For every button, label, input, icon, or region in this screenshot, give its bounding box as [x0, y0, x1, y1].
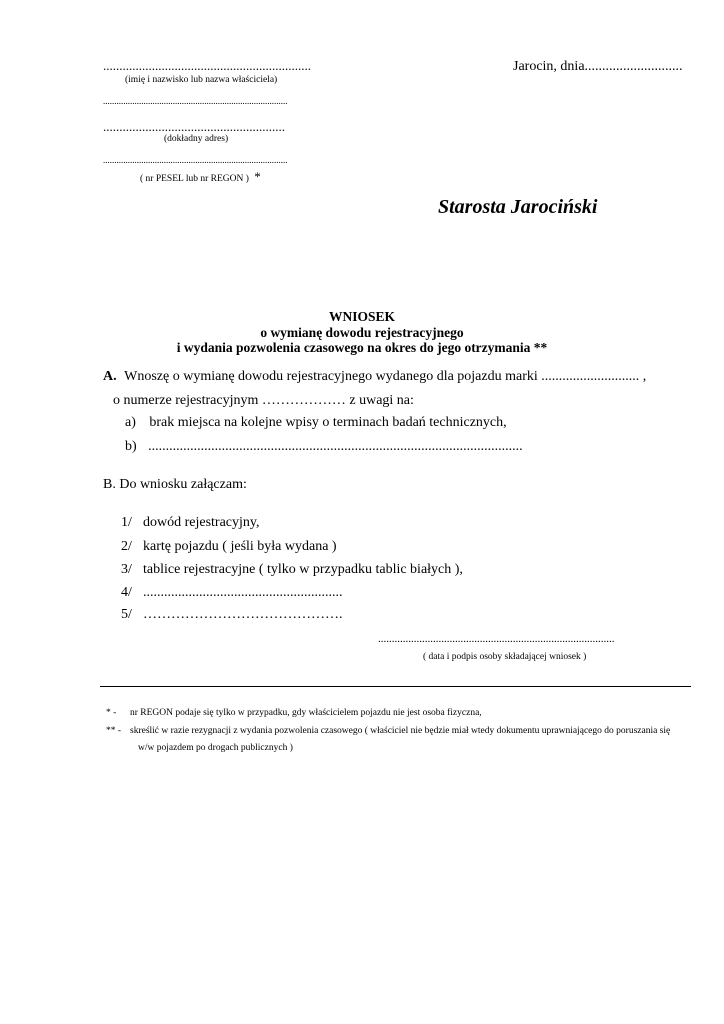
section-a-line-1-text: Wnoszę o wymianę dowodu rejestracyjnego wydanego dla pojazdu marki ............................ , [124, 369, 647, 384]
owner-name-dots: ................................................................ [103, 58, 311, 73]
pesel-dots: .................................................................................. [103, 155, 288, 165]
footnote-1 [106, 708, 482, 718]
address-dots: ........................................................ [103, 119, 285, 134]
attachment-text-5: ……………………………………. [143, 607, 343, 622]
footnote-2-mark: ** - [106, 726, 122, 736]
address-label: (dokładny adres) [164, 134, 229, 144]
item-a-label: a) [125, 415, 136, 430]
footnote-2-text: skreślić w razie rezygnacji z wydania pozwolenia czasowego ( właściciel nie będzie miał wtedy dokumentu uprawniającego do poruszania się [130, 726, 671, 736]
attachment-item-4 [121, 585, 343, 601]
pesel-label [140, 169, 261, 185]
attachment-num-2: 2/ [121, 539, 132, 554]
footnote-2-continuation: w/w pojazdem po drogach publicznych ) [138, 743, 293, 753]
footnote-2 [106, 726, 670, 736]
title-line-1: WNIOSEK [328, 309, 396, 324]
attachment-item-1 [121, 515, 260, 531]
item-b-text: ........................................................................................................... [148, 439, 523, 454]
attachment-text-1: dowód rejestracyjny, [143, 515, 260, 530]
attachment-item-3 [121, 562, 463, 578]
attachment-num-3: 3/ [121, 562, 132, 577]
attachment-text-2: kartę pojazdu ( jeśli była wydana ) [143, 539, 337, 554]
addressee: Starosta Jarociński [438, 196, 598, 218]
pesel-footnote-star: * [254, 169, 261, 184]
attachment-text-4: ......................................................... [143, 585, 343, 600]
attachment-num-4: 4/ [121, 585, 132, 600]
attachment-item-5 [121, 607, 343, 623]
attachment-text-3: tablice rejestracyjne ( tylko w przypadku tablic białych ), [143, 562, 463, 577]
item-b-label: b) [125, 439, 137, 454]
section-a-item-a [125, 415, 507, 431]
section-a-line-1 [103, 369, 646, 385]
signature-label: ( data i podpis osoby składającej wniosek ) [423, 652, 587, 662]
section-a-letter: A. [103, 369, 117, 384]
section-a-line-2: o numerze rejestracyjnym ……………… z uwagi na: [113, 393, 414, 408]
title-line-2: o wymianę dowodu rejestracyjnego [260, 325, 464, 340]
attachment-num-5: 5/ [121, 607, 132, 622]
section-b-heading: B. Do wniosku załączam: [103, 477, 247, 492]
pesel-label-text: ( nr PESEL lub nr REGON ) [140, 174, 249, 184]
place-date: Jarocin, dnia............................ [513, 59, 683, 74]
attachment-num-1: 1/ [121, 515, 132, 530]
title-line-3: i wydania pozwolenia czasowego na okres do jego otrzymania ** [176, 340, 548, 355]
footnote-divider [100, 686, 691, 687]
footnote-1-text: nr REGON podaje się tylko w przypadku, gdy właścicielem pojazdu nie jest osoba fizyczna, [130, 708, 482, 718]
footnote-1-mark: * - [106, 708, 117, 718]
attachment-item-2 [121, 539, 337, 555]
owner-name-label: (imię i nazwisko lub nazwa właściciela) [125, 75, 278, 85]
item-a-text: brak miejsca na kolejne wpisy o terminach badań technicznych, [149, 415, 507, 430]
signature-dots: ...................................................................................... [378, 633, 615, 645]
owner-name-dots-2: .................................................................................. [103, 96, 288, 106]
section-a-item-b [125, 439, 523, 455]
